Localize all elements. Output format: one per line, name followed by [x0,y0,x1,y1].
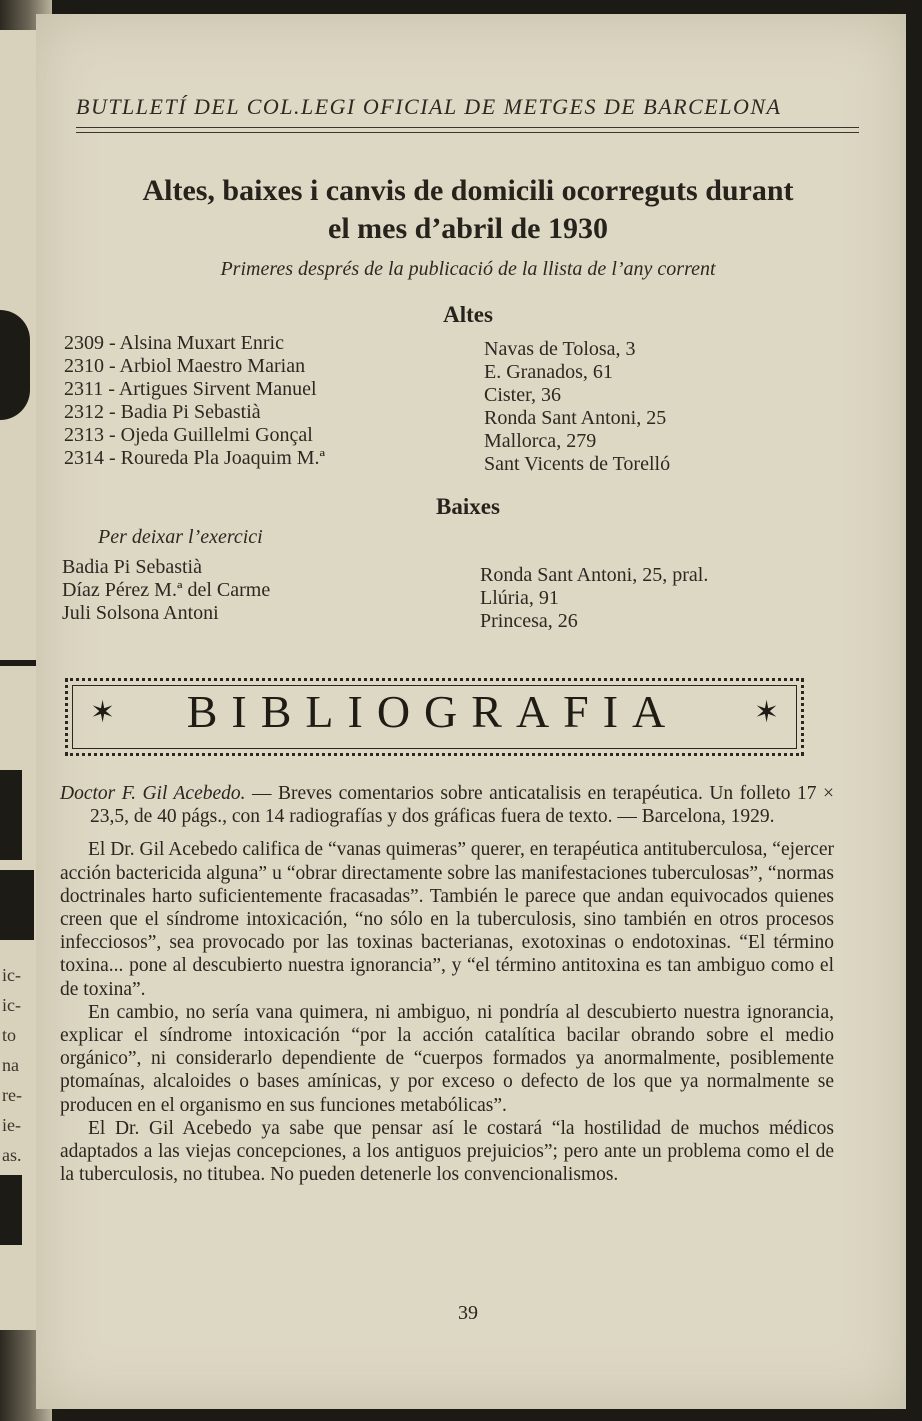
list-item: Ronda Sant Antoni, 25 [484,407,667,429]
list-item: Díaz Pérez M.ª del Carme [62,579,271,601]
list-item: 2312 - Badia Pi Sebastià [64,401,261,423]
review-body [60,782,834,1186]
review-citation [60,782,834,828]
review-paragraph: El Dr. Gil Acebedo ya sabe que pensar así le costará “la hostilidad de muchos médicos adaptados a las viejas concepciones, a los antiguos prejuicios”; pero ante un problema como el de la tuberculosis, no titubea. No pueden detenerle los convencionalismos. [60,1117,834,1186]
adjacent-page-fragment: re- [2,1085,22,1105]
review-citation-text: — Breves comentarios sobre anticatalisis en terapéutica. Un folleto 17 × 23,5, de 40 págs., con 14 radiografías y dos gráficas fuera de texto. — Barcelona, 1929. [90,783,834,828]
star-icon: ✶ [90,696,116,729]
article-title-line: el mes d’abril de 1930 [328,212,608,245]
baixes-names-list [62,556,270,625]
list-item: 2314 - Roureda Pla Joaquim M.ª [64,447,326,469]
adjacent-page-rule [0,660,40,666]
bibliography-title: BIBLIOGRAFIA [186,686,680,737]
adjacent-page-fragment: ic- [2,995,21,1015]
baixes-reason: Per deixar l’exercici [98,526,263,548]
list-item: 2309 - Alsina Muxart Enric [64,332,284,354]
right-edge-shadow [906,0,922,1421]
article-title-line: Altes, baixes i canvis de domicili ocorreguts durant [142,174,794,207]
list-item: Princesa, 26 [480,610,578,632]
list-item: Sant Vicents de Torelló [484,453,671,475]
altes-names-list [64,332,325,470]
review-author: Doctor F. Gil Acebedo. [60,783,246,804]
adjacent-page-fragment: ie- [2,1115,21,1135]
article-subtitle: Primeres després de la publicació de la llista de l’any corrent [220,258,716,280]
section-heading-altes: Altes [443,302,493,327]
adjacent-page-glyph [0,870,34,940]
list-item: 2313 - Ojeda Guillelmi Gonçal [64,424,313,446]
adjacent-page-fragment: na [2,1055,19,1075]
page-number: 39 [458,1302,478,1324]
list-item: Navas de Tolosa, 3 [484,338,636,360]
adjacent-page-fragment: to [2,1025,17,1045]
list-item: Cister, 36 [484,384,561,406]
review-paragraph: El Dr. Gil Acebedo califica de “vanas quimeras” querer, en terapéutica antituberculosa, “ejercer acción bactericida alguna” u “obrar directamente sobre las manifestaciones tuberculosas”, “normas doctrinales harto suficientemente fracasadas”. También le parece que andan equivocados quienes creen que el síndrome intoxicación, “no sólo en la tuberculosis, sino también en otros procesos infecciosos”, sea provocado por las toxinas bacterianas, exotoxinas o endotoxinas. “El término toxina... pone al descubierto nuestra ignorancia”, y “el término antitoxina es tan ambiguo como el de toxina”. [60,839,834,1000]
adjacent-page-fragment: ic- [2,965,21,985]
star-icon: ✶ [754,696,780,729]
article-title [76,172,860,248]
list-item: Mallorca, 279 [484,430,597,452]
bibliography-banner [65,678,804,756]
header-rule [76,132,859,133]
baixes-addresses-list [480,564,708,633]
adjacent-page-strip [0,30,40,1330]
altes-addresses-list [484,338,670,476]
list-item: Badia Pi Sebastià [62,556,202,578]
document-page [36,14,906,1409]
adjacent-page-glyph [0,1175,22,1245]
adjacent-page-glyph [0,770,22,860]
section-heading-baixes: Baixes [436,494,500,519]
list-item: E. Granados, 61 [484,361,613,383]
list-item: 2310 - Arbiol Maestro Marian [64,355,306,377]
header-rule [76,127,859,128]
list-item: Ronda Sant Antoni, 25, pral. [480,564,709,586]
running-header: BUTLLETÍ DEL COL.LEGI OFICIAL DE METGES DE BARCELONA [76,94,782,119]
review-paragraph: En cambio, no sería vana quimera, ni ambiguo, ni pondría al descubierto nuestra ignorancia, explicar el síndrome intoxicación “por la acción catalítica bacilar obrando sobre el medio orgánico”, ni considerarlo dependiente de “cuerpos formados ya anormalmente, posiblemente ptomaínas, alcaloides o bases amínicas, y por exceso o defecto de los que ya normalmente se producen en el organismo en sus funciones metabólicas”. [60,1001,834,1116]
adjacent-page-glyph [0,310,30,420]
list-item: Llúria, 91 [480,587,559,609]
list-item: 2311 - Artigues Sirvent Manuel [64,378,317,400]
adjacent-page-fragment: as. [2,1145,22,1165]
list-item: Juli Solsona Antoni [62,602,219,624]
